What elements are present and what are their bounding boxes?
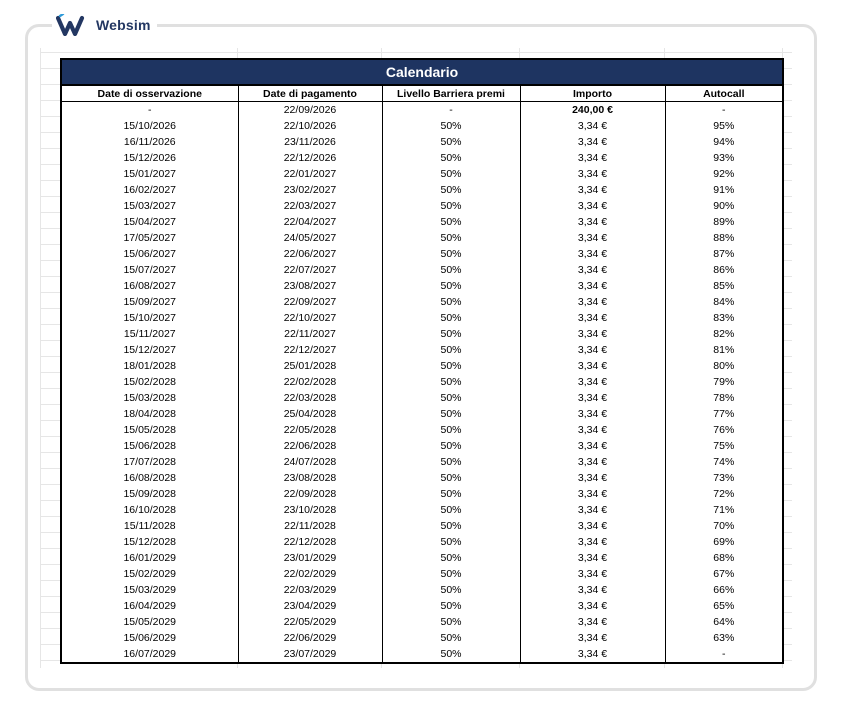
amount-cell: 3,34 €: [520, 294, 665, 310]
autocall-cell: 63%: [713, 632, 735, 644]
amount-cell: 3,34 €: [520, 646, 665, 663]
autocall-cell: 69%: [713, 536, 735, 548]
table-row: [61, 246, 783, 262]
observation-date-cell: 15/09/2027: [61, 294, 238, 310]
barrier-level-cell: -: [382, 102, 520, 119]
amount-cell: 3,34 €: [520, 534, 665, 550]
autocall-cell: 86%: [713, 264, 735, 276]
table-row: [61, 534, 783, 550]
barrier-level-cell: 50%: [382, 630, 520, 646]
amount-cell: 3,34 €: [520, 582, 665, 598]
payment-date-cell: 22/06/2029: [238, 630, 382, 646]
table-row: [61, 454, 783, 470]
autocall-cell: 91%: [713, 184, 735, 196]
autocall-cell: -: [722, 104, 726, 116]
barrier-level-cell: 50%: [382, 470, 520, 486]
observation-date-cell: 15/02/2029: [61, 566, 238, 582]
barrier-level-cell: 50%: [382, 230, 520, 246]
barrier-level-cell: 50%: [382, 198, 520, 214]
observation-date-cell: 16/10/2028: [61, 502, 238, 518]
table-row: [61, 150, 783, 166]
amount-cell: 3,34 €: [520, 454, 665, 470]
barrier-level-cell: 50%: [382, 134, 520, 150]
table-row: [61, 614, 783, 630]
observation-date-cell: 15/12/2026: [61, 150, 238, 166]
barrier-level-cell: 50%: [382, 182, 520, 198]
amount-cell: 3,34 €: [520, 550, 665, 566]
autocall-cell: 64%: [713, 616, 735, 628]
observation-date-cell: 17/07/2028: [61, 454, 238, 470]
table-row: [61, 118, 783, 134]
barrier-level-cell: 50%: [382, 342, 520, 358]
autocall-cell: 94%: [713, 136, 735, 148]
payment-date-cell: 25/01/2028: [238, 358, 382, 374]
barrier-level-cell: 50%: [382, 374, 520, 390]
grid-column-line: [40, 48, 41, 668]
amount-cell: 3,34 €: [520, 198, 665, 214]
payment-date-cell: 22/10/2026: [238, 118, 382, 134]
table-row: [61, 598, 783, 614]
autocall-cell: 85%: [713, 280, 735, 292]
payment-date-cell: 25/04/2028: [238, 406, 382, 422]
payment-date-cell: 22/09/2026: [238, 102, 382, 119]
barrier-level-cell: 50%: [382, 582, 520, 598]
payment-date-cell: 23/01/2029: [238, 550, 382, 566]
table-row: [61, 470, 783, 486]
barrier-level-cell: 50%: [382, 438, 520, 454]
payment-date-cell: 22/12/2026: [238, 150, 382, 166]
amount-cell: 3,34 €: [520, 518, 665, 534]
column-header-observation-date: Date di osservazione: [61, 85, 238, 102]
barrier-level-cell: 50%: [382, 646, 520, 663]
table-row: [61, 358, 783, 374]
payment-date-cell: 22/02/2029: [238, 566, 382, 582]
autocall-cell: 71%: [713, 504, 735, 516]
payment-date-cell: 24/05/2027: [238, 230, 382, 246]
column-header-autocall: Autocall: [665, 85, 783, 102]
column-header-amount: Importo: [520, 85, 665, 102]
observation-date-cell: 15/11/2028: [61, 518, 238, 534]
payment-date-cell: 22/12/2027: [238, 342, 382, 358]
autocall-cell: 73%: [713, 472, 735, 484]
barrier-level-cell: 50%: [382, 550, 520, 566]
autocall-cell: 87%: [713, 248, 735, 260]
payment-date-cell: 23/11/2026: [238, 134, 382, 150]
column-header-payment-date: Date di pagamento: [238, 85, 382, 102]
payment-date-cell: 22/03/2029: [238, 582, 382, 598]
table-row: [61, 390, 783, 406]
amount-cell: 3,34 €: [520, 230, 665, 246]
amount-cell: 3,34 €: [520, 422, 665, 438]
autocall-cell: 89%: [713, 216, 735, 228]
observation-date-cell: 15/06/2028: [61, 438, 238, 454]
table-row: [61, 646, 783, 663]
payment-date-cell: 22/09/2028: [238, 486, 382, 502]
barrier-level-cell: 50%: [382, 598, 520, 614]
payment-date-cell: 22/05/2029: [238, 614, 382, 630]
payment-date-cell: 22/12/2028: [238, 534, 382, 550]
observation-date-cell: 15/05/2029: [61, 614, 238, 630]
grid-row-line: [40, 52, 792, 53]
barrier-level-cell: 50%: [382, 454, 520, 470]
autocall-cell: 67%: [713, 568, 735, 580]
observation-date-cell: 16/07/2029: [61, 646, 238, 663]
observation-date-cell: 18/01/2028: [61, 358, 238, 374]
table-row: [61, 102, 783, 119]
table-title: Calendario: [61, 59, 783, 85]
observation-date-cell: 15/10/2027: [61, 310, 238, 326]
amount-cell: 3,34 €: [520, 630, 665, 646]
observation-date-cell: 15/07/2027: [61, 262, 238, 278]
barrier-level-cell: 50%: [382, 278, 520, 294]
amount-cell: 3,34 €: [520, 406, 665, 422]
amount-cell: 3,34 €: [520, 486, 665, 502]
payment-date-cell: 22/09/2027: [238, 294, 382, 310]
autocall-cell: 92%: [713, 168, 735, 180]
barrier-level-cell: 50%: [382, 614, 520, 630]
payment-date-cell: 23/08/2027: [238, 278, 382, 294]
amount-cell: 3,34 €: [520, 502, 665, 518]
amount-cell: 3,34 €: [520, 470, 665, 486]
observation-date-cell: 16/08/2027: [61, 278, 238, 294]
table-row: [61, 214, 783, 230]
autocall-cell: 88%: [713, 232, 735, 244]
payment-date-cell: 23/04/2029: [238, 598, 382, 614]
observation-date-cell: 15/10/2026: [61, 118, 238, 134]
amount-cell: 3,34 €: [520, 438, 665, 454]
autocall-cell: 84%: [713, 296, 735, 308]
table-body: [61, 102, 783, 664]
table-row: [61, 198, 783, 214]
autocall-cell: -: [722, 648, 726, 660]
amount-cell: 3,34 €: [520, 358, 665, 374]
payment-date-cell: 23/02/2027: [238, 182, 382, 198]
amount-cell: 3,34 €: [520, 374, 665, 390]
amount-cell: 3,34 €: [520, 246, 665, 262]
table-row: [61, 406, 783, 422]
barrier-level-cell: 50%: [382, 246, 520, 262]
observation-date-cell: 15/03/2027: [61, 198, 238, 214]
payment-date-cell: 23/10/2028: [238, 502, 382, 518]
table-row: [61, 630, 783, 646]
payment-date-cell: 22/06/2027: [238, 246, 382, 262]
observation-date-cell: 15/04/2027: [61, 214, 238, 230]
amount-cell: 3,34 €: [520, 326, 665, 342]
autocall-cell: 68%: [713, 552, 735, 564]
barrier-level-cell: 50%: [382, 166, 520, 182]
table-row: [61, 550, 783, 566]
autocall-cell: 77%: [713, 408, 735, 420]
barrier-level-cell: 50%: [382, 118, 520, 134]
observation-date-cell: 15/06/2027: [61, 246, 238, 262]
autocall-cell: 70%: [713, 520, 735, 532]
table-row: [61, 182, 783, 198]
autocall-cell: 90%: [713, 200, 735, 212]
table-row: [61, 566, 783, 582]
amount-cell: 3,34 €: [520, 134, 665, 150]
payment-date-cell: 22/11/2028: [238, 518, 382, 534]
autocall-cell: 93%: [713, 152, 735, 164]
amount-cell: 3,34 €: [520, 182, 665, 198]
autocall-cell: 83%: [713, 312, 735, 324]
table-row: [61, 438, 783, 454]
observation-date-cell: -: [61, 102, 238, 119]
observation-date-cell: 17/05/2027: [61, 230, 238, 246]
amount-cell: 3,34 €: [520, 566, 665, 582]
observation-date-cell: 15/03/2029: [61, 582, 238, 598]
table-row: [61, 294, 783, 310]
table-row: [61, 518, 783, 534]
autocall-cell: 65%: [713, 600, 735, 612]
barrier-level-cell: 50%: [382, 486, 520, 502]
logo-text: Websim: [96, 17, 151, 33]
table-row: [61, 278, 783, 294]
autocall-cell: 95%: [713, 120, 735, 132]
observation-date-cell: 16/04/2029: [61, 598, 238, 614]
autocall-cell: 72%: [713, 488, 735, 500]
websim-logo[interactable]: [52, 12, 157, 38]
observation-date-cell: 16/08/2028: [61, 470, 238, 486]
autocall-cell: 76%: [713, 424, 735, 436]
observation-date-cell: 15/11/2027: [61, 326, 238, 342]
barrier-level-cell: 50%: [382, 310, 520, 326]
payment-date-cell: 22/06/2028: [238, 438, 382, 454]
calendar-table: [60, 58, 784, 664]
amount-cell: 3,34 €: [520, 118, 665, 134]
table-row: [61, 342, 783, 358]
amount-cell: 3,34 €: [520, 262, 665, 278]
barrier-level-cell: 50%: [382, 262, 520, 278]
payment-date-cell: 22/05/2028: [238, 422, 382, 438]
amount-cell: 3,34 €: [520, 214, 665, 230]
observation-date-cell: 15/01/2027: [61, 166, 238, 182]
table-row: [61, 310, 783, 326]
payment-date-cell: 23/07/2029: [238, 646, 382, 663]
table-row: [61, 230, 783, 246]
websim-w-logo-icon: [56, 14, 92, 36]
table-row: [61, 422, 783, 438]
barrier-level-cell: 50%: [382, 390, 520, 406]
observation-date-cell: 15/09/2028: [61, 486, 238, 502]
observation-date-cell: 15/03/2028: [61, 390, 238, 406]
table-row: [61, 582, 783, 598]
table-row: [61, 374, 783, 390]
amount-cell: 3,34 €: [520, 278, 665, 294]
payment-date-cell: 22/03/2027: [238, 198, 382, 214]
payment-date-cell: 22/01/2027: [238, 166, 382, 182]
amount-cell: 3,34 €: [520, 598, 665, 614]
barrier-level-cell: 50%: [382, 534, 520, 550]
barrier-level-cell: 50%: [382, 422, 520, 438]
table-row: [61, 502, 783, 518]
payment-date-cell: 23/08/2028: [238, 470, 382, 486]
barrier-level-cell: 50%: [382, 518, 520, 534]
barrier-level-cell: 50%: [382, 358, 520, 374]
barrier-level-cell: 50%: [382, 294, 520, 310]
amount-cell: 3,34 €: [520, 166, 665, 182]
payment-date-cell: 22/11/2027: [238, 326, 382, 342]
barrier-level-cell: 50%: [382, 502, 520, 518]
barrier-level-cell: 50%: [382, 214, 520, 230]
payment-date-cell: 24/07/2028: [238, 454, 382, 470]
table-row: [61, 486, 783, 502]
observation-date-cell: 18/04/2028: [61, 406, 238, 422]
table-row: [61, 262, 783, 278]
autocall-cell: 66%: [713, 584, 735, 596]
amount-cell: 3,34 €: [520, 390, 665, 406]
barrier-level-cell: 50%: [382, 406, 520, 422]
autocall-cell: 81%: [713, 344, 735, 356]
payment-date-cell: 22/10/2027: [238, 310, 382, 326]
payment-date-cell: 22/02/2028: [238, 374, 382, 390]
barrier-level-cell: 50%: [382, 326, 520, 342]
autocall-cell: 78%: [713, 392, 735, 404]
barrier-level-cell: 50%: [382, 150, 520, 166]
autocall-cell: 80%: [713, 360, 735, 372]
autocall-cell: 79%: [713, 376, 735, 388]
amount-cell: 3,34 €: [520, 614, 665, 630]
observation-date-cell: 15/05/2028: [61, 422, 238, 438]
observation-date-cell: 15/06/2029: [61, 630, 238, 646]
barrier-level-cell: 50%: [382, 566, 520, 582]
observation-date-cell: 16/01/2029: [61, 550, 238, 566]
amount-cell: 3,34 €: [520, 342, 665, 358]
table-row: [61, 326, 783, 342]
observation-date-cell: 15/02/2028: [61, 374, 238, 390]
autocall-cell: 82%: [713, 328, 735, 340]
amount-cell: 240,00 €: [520, 102, 665, 119]
observation-date-cell: 15/12/2028: [61, 534, 238, 550]
observation-date-cell: 16/02/2027: [61, 182, 238, 198]
amount-cell: 3,34 €: [520, 310, 665, 326]
table-row: [61, 166, 783, 182]
autocall-cell: 75%: [713, 440, 735, 452]
payment-date-cell: 22/04/2027: [238, 214, 382, 230]
payment-date-cell: 22/07/2027: [238, 262, 382, 278]
observation-date-cell: 15/12/2027: [61, 342, 238, 358]
table-row: [61, 134, 783, 150]
payment-date-cell: 22/03/2028: [238, 390, 382, 406]
column-header-barrier-level: Livello Barriera premi: [382, 85, 520, 102]
amount-cell: 3,34 €: [520, 150, 665, 166]
observation-date-cell: 16/11/2026: [61, 134, 238, 150]
autocall-cell: 74%: [713, 456, 735, 468]
